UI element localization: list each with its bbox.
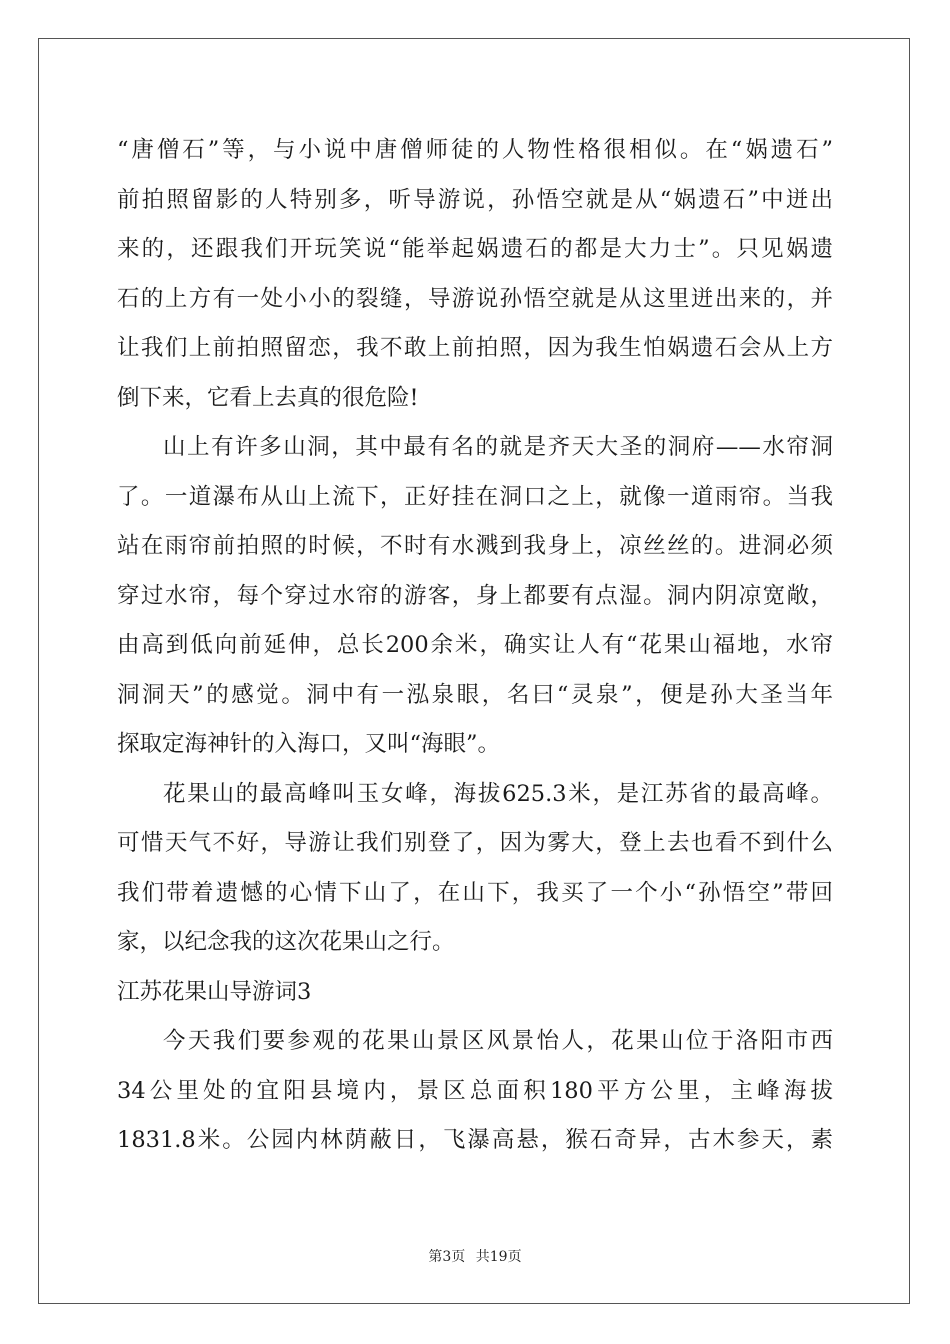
paragraph — [117, 423, 833, 770]
text-line: 今天我们要参观的花果山景区风景怡人，花果山位于洛阳市西 — [163, 1028, 833, 1054]
document-body — [117, 126, 833, 1166]
text-line: 石的上方有一处小小的裂缝，导游说孙悟空就是从这里迸出来的，并 — [117, 285, 833, 312]
text-line: 花果山的最高峰叫玉女峰，海拔625.3米，是江苏省的最高峰。 — [163, 780, 833, 807]
paragraph — [117, 1017, 833, 1166]
text-line: 穿过水帘，每个穿过水帘的游客，身上都要有点湿。洞内阴凉宽敞， — [117, 582, 833, 609]
text-line: 洞洞天”的感觉。洞中有一泓泉眼，名曰“灵泉”，便是孙大圣当年 — [117, 681, 833, 708]
text-line: 山上有许多山洞，其中最有名的就是齐天大圣的洞府——水帘洞 — [163, 434, 833, 460]
text-line: 34公里处的宜阳县境内，景区总面积180平方公里，主峰海拔 — [117, 1077, 833, 1104]
text-line: 我们带着遗憾的心情下山了，在山下，我买了一个小“孙悟空”带回 — [117, 879, 833, 906]
text-line: 站在雨帘前拍照的时候，不时有水溅到我身上，凉丝丝的。进洞必须 — [117, 533, 833, 559]
page-total: 共19页 — [475, 1249, 522, 1265]
text-line: 家，以纪念我的这次花果山之行。 — [117, 929, 455, 955]
paragraph — [117, 126, 833, 423]
text-line: 了。一道瀑布从山上流下，正好挂在洞口之上，就像一道雨帘。当我 — [117, 483, 833, 510]
page-number: 第3页 — [428, 1249, 466, 1265]
text-line: “唐僧石”等，与小说中唐僧师徒的人物性格很相似。在“娲遗石” — [117, 137, 833, 163]
text-line: 由高到低向前延伸，总长200余米，确实让人有“花果山福地，水帘 — [117, 632, 833, 658]
text-line: 让我们上前拍照留恋，我不敢上前拍照，因为我生怕娲遗石会从上方 — [117, 335, 833, 361]
text-line: 可惜天气不好，导游让我们别登了，因为雾大，登上去也看不到什么 — [117, 830, 833, 856]
text-line: 倒下来，它看上去真的很危险! — [117, 384, 419, 411]
text-line: 1831.8米。公园内林荫蔽日，飞瀑高悬，猴石奇异，古木参天，素 — [117, 1127, 833, 1153]
text-line: 来的，还跟我们开玩笑说“能举起娲遗石的都是大力士”。只见娲遗 — [117, 236, 833, 262]
text-line: 前拍照留影的人特别多，听导游说，孙悟空就是从“娲遗石”中迸出 — [117, 186, 833, 213]
section-heading: 江苏花果山导游词3 — [117, 978, 312, 1005]
paragraph — [117, 770, 833, 968]
page-footer — [0, 1246, 950, 1266]
text-line: 探取定海神针的入海口，又叫“海眼”。 — [117, 731, 501, 757]
